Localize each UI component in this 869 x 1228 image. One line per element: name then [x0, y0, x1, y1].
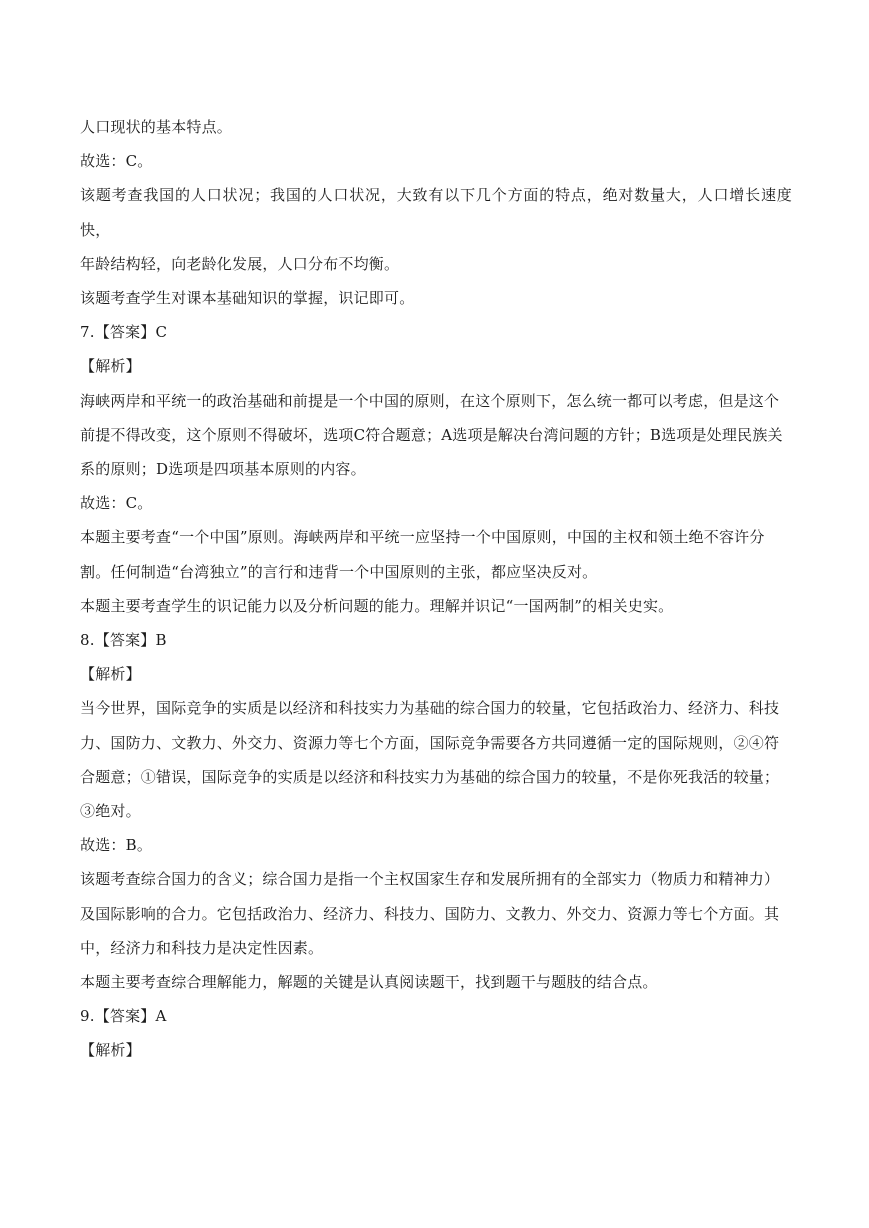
text-line: 力、国防力、文教力、外交力、资源力等七个方面，国际竞争需要各方共同遵循一定的国际规则，②④符 [80, 733, 780, 752]
text-line: 合题意；①错误，国际竞争的实质是以经济和科技实力为基础的综合国力的较量，不是你死我活的较量； [80, 767, 780, 786]
analysis-heading: 【解析】 [80, 357, 141, 376]
text-line: 及国际影响的合力。它包括政治力、经济力、科技力、国防力、文教力、外交力、资源力等七个方面。其 [80, 904, 780, 923]
answer-heading: 8.【答案】B [80, 631, 167, 650]
text-line: 中，经济力和科技力是决定性因素。 [80, 938, 324, 957]
text-line: 该题考查学生对课本基础知识的掌握，识记即可。 [80, 289, 415, 308]
document-body [80, 110, 792, 1068]
answer-heading: 9.【答案】A [80, 1007, 167, 1026]
analysis-heading: 【解析】 [80, 1041, 141, 1060]
text-line: 系的原则；D选项是四项基本原则的内容。 [80, 460, 366, 479]
analysis-heading: 【解析】 [80, 665, 141, 684]
text-line: 该题考查我国的人口状况；我国的人口状况，大致有以下几个方面的特点，绝对数量大，人口增长速度快， [80, 186, 792, 239]
text-line: 割。任何制造“台湾独立”的言行和违背一个中国原则的主张，都应坚决反对。 [80, 562, 598, 581]
text-line: 故选：C。 [80, 152, 153, 171]
text-line: 人口现状的基本特点。 [80, 118, 233, 136]
text-line: 本题主要考查学生的识记能力以及分析问题的能力。理解并识记“一国两制”的相关史实。 [80, 596, 674, 615]
text-line: 该题考查综合国力的含义；综合国力是指一个主权国家生存和发展所拥有的全部实力（物质力和精神力） [80, 870, 780, 889]
text-line: 本题主要考查综合理解能力，解题的关键是认真阅读题干，找到题干与题肢的结合点。 [80, 973, 658, 992]
text-line: 前提不得改变，这个原则不得破坏，选项C符合题意；A选项是解决台湾问题的方针；B选项是处理民族关 [80, 425, 783, 444]
answer-heading: 7.【答案】C [80, 323, 168, 342]
text-line: ③绝对。 [80, 802, 141, 821]
text-line: 故选：C。 [80, 494, 153, 513]
text-line: 故选：B。 [80, 836, 153, 855]
text-line: 当今世界，国际竞争的实质是以经济和科技实力为基础的综合国力的较量，它包括政治力、经济力、科技 [80, 699, 780, 718]
text-line: 年龄结构轻，向老龄化发展，人口分布不均衡。 [80, 254, 400, 273]
text-line: 本题主要考查“一个中国”原则。海峡两岸和平统一应坚持一个中国原则，中国的主权和领土绝不容许分 [80, 528, 765, 547]
text-line: 海峡两岸和平统一的政治基础和前提是一个中国的原则，在这个原则下，怎么统一都可以考虑，但是这个 [80, 391, 780, 410]
